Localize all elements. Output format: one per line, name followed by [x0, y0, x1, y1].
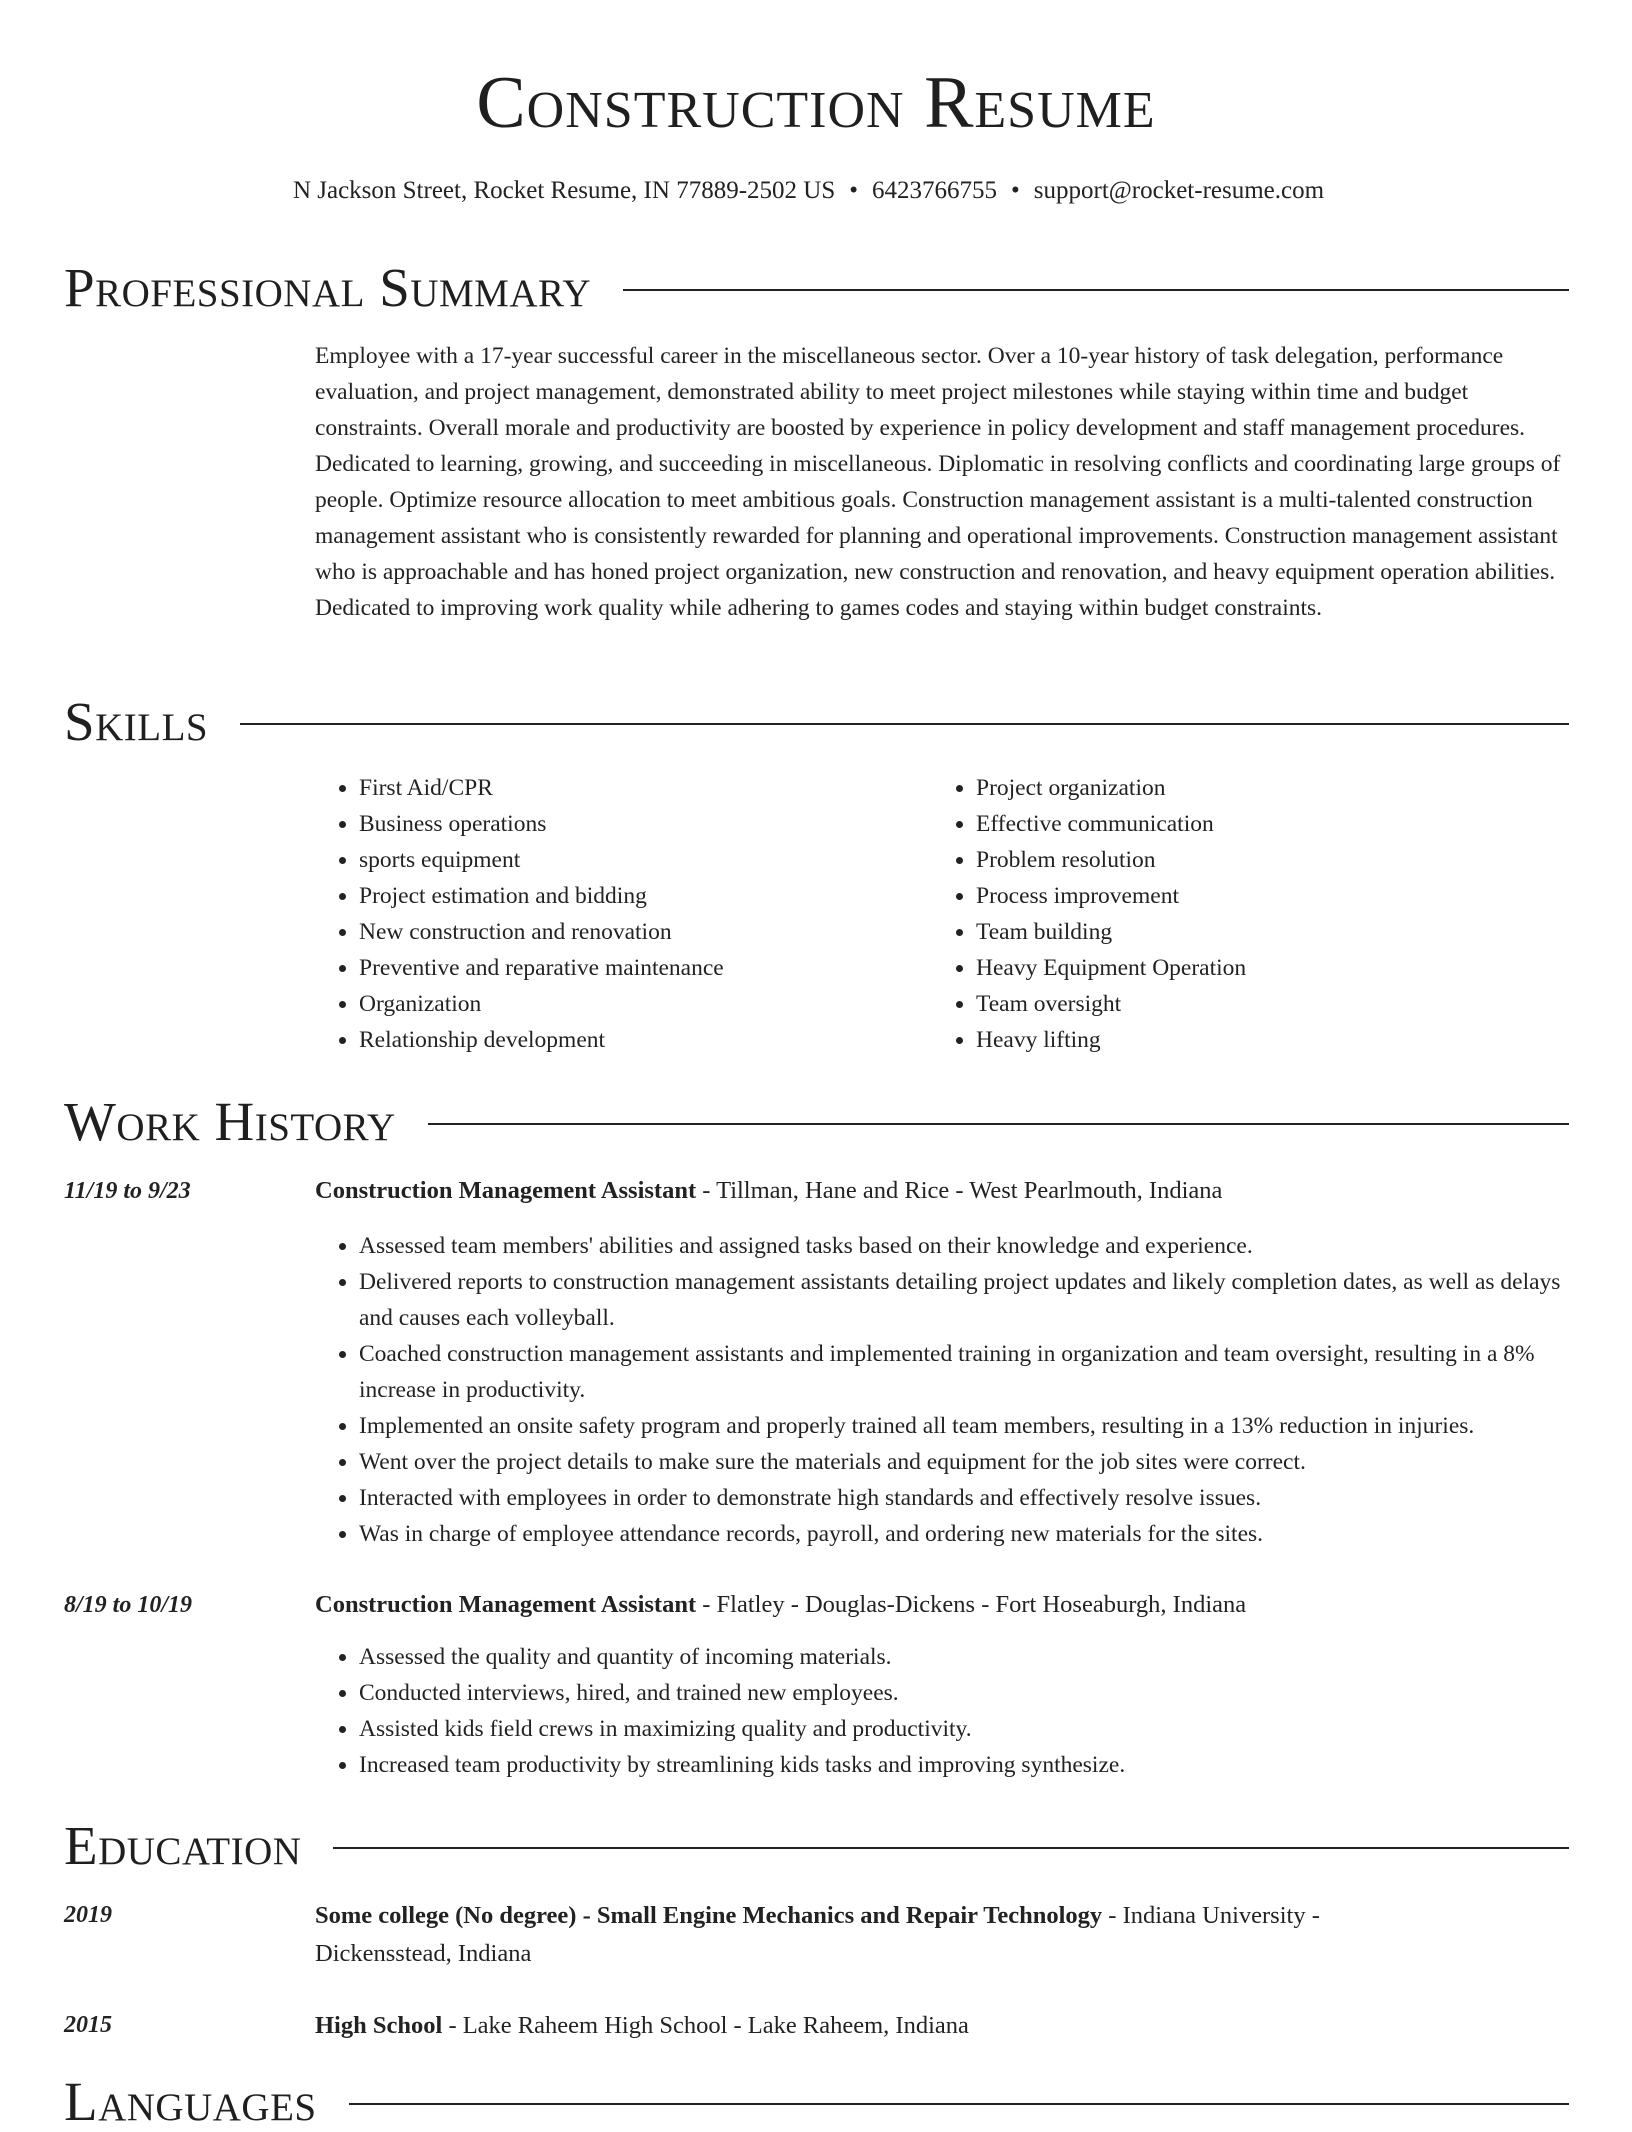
job-bullet: • Coached construction management assistants and implemented training in organization and team oversight, resulting in a 8% increase in productivity. — [359, 1336, 1575, 1408]
skill-item: • Effective communication — [976, 806, 1552, 842]
section-divider — [240, 723, 1569, 725]
section-education-heading — [64, 1816, 1569, 1876]
job-dates: 8/19 to 10/19 — [64, 1592, 193, 1618]
resume-name: Construction Resume — [476, 62, 1156, 144]
section-divider — [333, 1847, 1569, 1849]
skill-item: • Organization — [359, 986, 915, 1022]
job-bullets — [315, 1228, 1575, 1552]
skills-column-right — [932, 770, 1552, 1058]
skill-item: • Preventive and reparative maintenance — [359, 950, 915, 986]
job-title: Construction Management Assistant — [315, 1177, 697, 1204]
skill-item: • Project estimation and bidding — [359, 878, 915, 914]
section-work-heading — [64, 1092, 1569, 1152]
summary-text: Employee with a 17-year successful career in the miscellaneous sector. Over a 10-year history of task delegation, performance evaluation, and project management, demonstrated ability to meet project milestones while staying within time and budget constraints. Overall morale and productivity are boosted by experience in policy development and staff management procedures. Dedicated to learning, growing, and succeeding in miscellaneous. Diplomatic in resolving conflicts and coordinating large groups of people. Optimize resource allocation to meet ambitious goals. Construction management assistant is a multi-talented construction management assistant who is consistently rewarded for planning and operational improvements. Construction management assistant who is approachable and has honed project organization, new construction and renovation, and heavy equipment operation abilities. Dedicated to improving work quality while adhering to games codes and staying within budget constraints. — [315, 343, 1561, 621]
section-languages-heading — [64, 2072, 1569, 2132]
job-bullet: • Delivered reports to construction management assistants detailing project updates and likely completion dates, as well as delays and causes each volleyball. — [359, 1264, 1575, 1336]
contact-line — [0, 174, 1617, 208]
skill-item: • Project organization — [976, 770, 1552, 806]
education-year: 2015 — [64, 2012, 112, 2038]
skill-item: • sports equipment — [359, 842, 915, 878]
education-degree: High School — [315, 2012, 443, 2039]
job-dates: 11/19 to 9/23 — [64, 1178, 191, 1204]
section-divider — [428, 1123, 1569, 1125]
education-school: - Lake Raheem High School - Lake Raheem, Indiana — [442, 2012, 969, 2039]
job-title-line — [315, 1173, 1570, 1209]
section-divider — [349, 2103, 1569, 2105]
education-degree: Some college (No degree) - Small Engine Mechanics and Repair Technology — [315, 1902, 1103, 1929]
skills-column-left — [315, 770, 915, 1058]
education-year: 2019 — [64, 1902, 112, 1928]
skill-item: • Business operations — [359, 806, 915, 842]
job-bullet: • Conducted interviews, hired, and trained new employees. — [359, 1675, 1575, 1711]
job-bullet: • Went over the project details to make sure the materials and equipment for the job sites were correct. — [359, 1444, 1575, 1480]
education-school: - Indiana University - Dickensstead, Indiana — [315, 1902, 1320, 1967]
job-title: Construction Management Assistant — [315, 1591, 697, 1618]
job-bullet: • Implemented an onsite safety program and properly trained all team members, resulting in a 13% reduction in injuries. — [359, 1408, 1575, 1444]
education-entry — [315, 1897, 1435, 1973]
skill-item: • New construction and renovation — [359, 914, 915, 950]
contact-phone: 6423766755 — [872, 177, 997, 204]
contact-address: N Jackson Street, Rocket Resume, IN 77889-2502 US — [292, 177, 836, 204]
skill-item: • Team oversight — [976, 986, 1552, 1022]
skill-item: • Process improvement — [976, 878, 1552, 914]
skill-item: • Heavy lifting — [976, 1022, 1552, 1058]
education-entry — [315, 2007, 1435, 2045]
skill-item: • Relationship development — [359, 1022, 915, 1058]
job-bullet: • Was in charge of employee attendance records, payroll, and ordering new materials for the sites. — [359, 1516, 1575, 1552]
skill-item: • Problem resolution — [976, 842, 1552, 878]
skill-item: • Team building — [976, 914, 1552, 950]
skill-item: • First Aid/CPR — [359, 770, 915, 806]
job-bullets — [315, 1639, 1575, 1783]
job-employer: - Flatley - Douglas-Dickens - Fort Hoseaburgh, Indiana — [696, 1591, 1247, 1618]
job-bullet: • Assessed team members' abilities and assigned tasks based on their knowledge and experience. — [359, 1228, 1575, 1264]
section-summary-heading — [64, 258, 1569, 318]
job-bullet: • Assisted kids field crews in maximizing quality and productivity. — [359, 1711, 1575, 1747]
contact-separator: • — [849, 177, 858, 204]
section-title: Languages — [64, 2071, 317, 2132]
skill-item: • Heavy Equipment Operation — [976, 950, 1552, 986]
job-bullet: • Increased team productivity by streamlining kids tasks and improving synthesize. — [359, 1747, 1575, 1783]
job-bullet: • Assessed the quality and quantity of incoming materials. — [359, 1639, 1575, 1675]
contact-email[interactable]: support@rocket-resume.com — [1033, 177, 1325, 204]
job-employer: - Tillman, Hane and Rice - West Pearlmouth, Indiana — [696, 1177, 1223, 1204]
job-title-line — [315, 1587, 1570, 1623]
contact-separator: • — [1011, 177, 1020, 204]
section-divider — [623, 289, 1569, 291]
section-title: Work History — [64, 1091, 396, 1152]
section-title: Professional Summary — [64, 257, 592, 318]
section-title: Education — [64, 1815, 302, 1876]
section-title: Skills — [64, 691, 209, 752]
job-bullet: • Interacted with employees in order to demonstrate high standards and effectively resolve issues. — [359, 1480, 1575, 1516]
section-skills-heading — [64, 692, 1569, 752]
